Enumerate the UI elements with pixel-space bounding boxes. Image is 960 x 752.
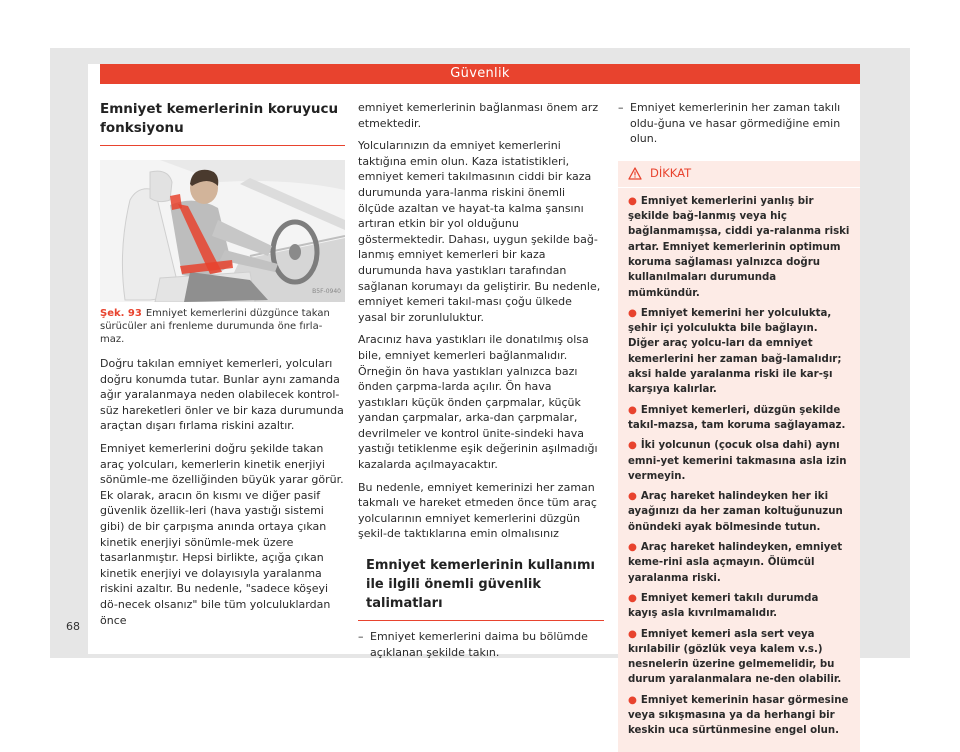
figure-label: Şek. 93 (100, 308, 142, 319)
dash-list-item (358, 629, 604, 660)
bullet-icon: ● (628, 440, 637, 452)
warning-item: ● İki yolcunun (çocuk olsa dahi) aynı emni-yet kemerini takmasına asla izin vermeyin. (628, 440, 847, 482)
dash-marker: – (618, 101, 624, 114)
warning-item: ● Emniyet kemerlerini yanlış bir şekilde bağ-lanmış veya hiç bağlanmamışsa, ciddi ya-ralanma riski artar. Emniyet kemerlerinin optimum koruma sağlaması yalnızca doğru kullanılmaları durumunda mümkündür. (628, 195, 850, 299)
bullet-icon: ● (628, 628, 637, 640)
paragraph: Doğru takılan emniyet kemerleri, yolcuları doğru konumda tutar. Bunlar aynı zamanda ağır yaralanmaya neden olabilecek kontrol-süz hareketleri önler ve bir kaza durumunda araçtan dışarı fırlama riskini azaltır. (100, 357, 344, 433)
bullet-icon: ● (628, 404, 637, 416)
warning-triangle-icon (628, 167, 642, 180)
warning-item: ● Emniyet kemeri takılı durumda kayış asla kıvrılmamalıdır. (628, 592, 819, 620)
dash-item-text: Emniyet kemerlerinin her zaman takılı oldu-ğuna ve hasar görmediğine emin olun. (630, 101, 841, 146)
paragraph: Aracınız hava yastıkları ile donatılmış olsa bile, emniyet kemerleri bağlanmalıdır. Örneğin ön hava yastıkları yalnızca bazı önden çarpma-larda açılır. Ön hava yastıkları küçük önden çarpmalar, küçük yandan çarpmalar, arka-dan çarpmalar, devrilmeler ve kontrol ünite-sindeki hava yastığı tetiklenme eşik değerinin aşılmadığı kazalarda açılmayacaktır. (358, 333, 598, 472)
bullet-icon: ● (628, 694, 637, 706)
warning-item: ● Emniyet kemerleri, düzgün şekilde takıl-mazsa, tam koruma sağlayamaz. (628, 404, 846, 431)
figure-caption (100, 307, 345, 346)
dash-list-item (618, 100, 860, 147)
page-number: 68 (66, 620, 80, 633)
figure-code: B5F-0940 (312, 288, 341, 296)
driver-illustration (100, 160, 345, 302)
bullet-icon: ● (628, 195, 637, 207)
column-3 (618, 100, 860, 752)
warning-item: ● Araç hareket halindeyken, emniyet keme-rini asla açmayın. Ölümcül yaralanma riski. (628, 542, 843, 584)
bullet-icon: ● (628, 307, 637, 319)
warning-box (618, 161, 860, 752)
figure-seatbelt-driver (100, 160, 345, 302)
paragraph: Emniyet kemerlerini doğru şekilde takan araç yolcuları, kemerlerin kinetik enerjiyi sönümle-me özelliğinden büyük yarar görür. Ek olarak, aracın ön kısmı ve diğer pasif güvenlik özellik-leri (hava yastığı sistemi gibi) de bir çarpışma anında ortaya çıkan kinetik enerjiyi sönümle-mek üzere tasarlanmıştır. Hepsi birlikte, açığa çıkan kinetik enerjiyi ve dolayısıyla yaralanma riskini azaltır. Bu nedenle, "sadece köşeyi dö-necek olsanız" bile tüm yolculuklardan önce (100, 441, 344, 627)
paragraph: emniyet kemerlerinin bağlanması önem arz etmektedir. (358, 101, 599, 130)
bullet-icon: ● (628, 542, 637, 554)
figure-caption-text: Emniyet kemerlerini düzgünce takan sürücüler ani frenleme durumunda öne fırla-maz. (100, 308, 330, 345)
column-1 (100, 100, 345, 635)
paragraph: Yolcularınızın da emniyet kemerlerini taktığına emin olun. Kaza istatistikleri, emniyet kemeri takılmasının ciddi bir kaza durumunda yara-lanma riskini önemli ölçüde azaltan ve hayat-ta kalma şansını artıran etkin bir yol olduğunu göstermektedir. Dahası, uygun şekilde bağ-lanmış emniyet kemerleri bir kaza durumunda hava yastıkları tarafından sağlanan korumayı da geliştirir. Bu nedenle, emniyet kemeri takıl-ması çoğu ülkede yasal bir zorunluluktur. (358, 139, 601, 324)
warning-header (618, 161, 860, 188)
section-title: Emniyet kemerlerinin koruyucu fonksiyonu (100, 100, 345, 146)
bullet-icon: ● (628, 592, 637, 604)
dash-item-text: Emniyet kemerlerini daima bu bölümde açıklanan şekilde takın. (370, 630, 588, 659)
warning-list (618, 188, 860, 739)
warning-item: ● Emniyet kemerinin hasar görmesine veya sıkışmasına ya da herhangi bir keskin uca sürtünmesine engel olun. (628, 694, 849, 737)
column-2 (358, 100, 604, 660)
warning-item: ● Emniyet kemerini her yolculukta, şehir içi yolculukta bile bağlayın. Diğer araç yolcu-ları da emniyet kemerlerini her zaman bağ-lamalıdır; aksi halde yaralanma riski ile kar-şı karşıya kalırlar. (628, 307, 842, 396)
warning-title: DİKKAT (650, 165, 692, 180)
subsection-title: Emniyet kemerlerinin kullanımı ile ilgili önemli güvenlik talimatları (358, 550, 604, 621)
bullet-icon: ● (628, 491, 637, 503)
warning-item: ● Araç hareket halindeyken her iki ayağınızı da her zaman koltuğunuzun önündeki ayak bölmesinde tutun. (628, 491, 843, 533)
dash-marker: – (358, 630, 364, 644)
section-header: Güvenlik (100, 64, 860, 84)
warning-item: ● Emniyet kemeri asla sert veya kırılabilir (gözlük veya kalem v.s.) nesnelerin üzerine gelmemelidir, bu durum yaralanmalara ne-den olabilir. (628, 628, 842, 686)
paragraph: Bu nedenle, emniyet kemerinizi her zaman takmalı ve hareket etmeden önce tüm araç yolcularının emniyet kemerlerini düzgün şekil-de taktıklarına emin olmalısınız (358, 480, 597, 541)
